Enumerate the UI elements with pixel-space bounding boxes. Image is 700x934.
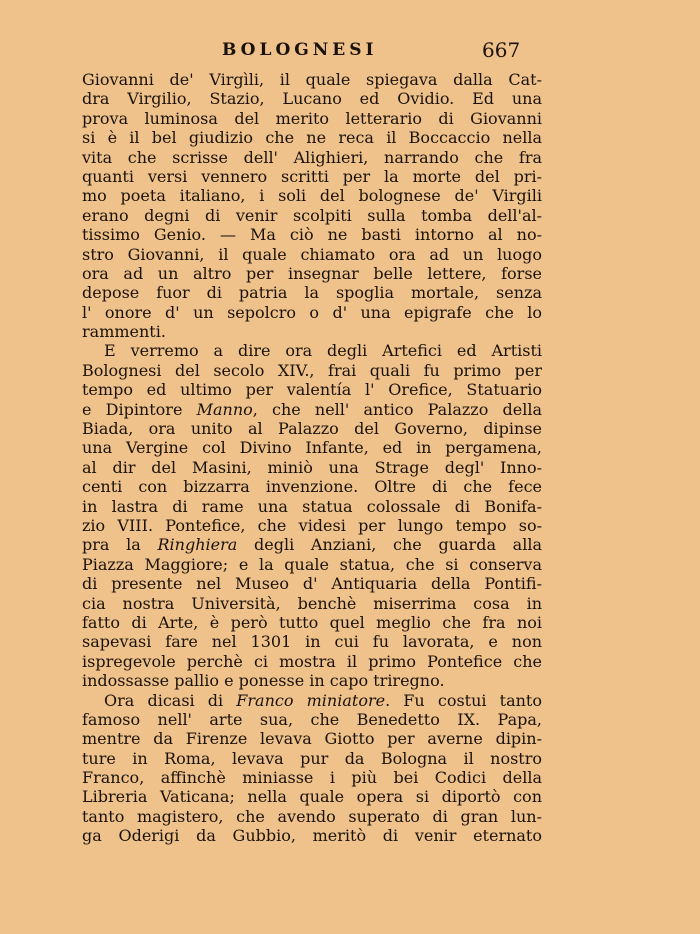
text-segment: di presente nel Museo d' Antiquaria della Pontifi- [82,574,542,594]
text-segment: tempo ed ultimo per valentía l' Orefice, Statuario [82,380,542,400]
page-number: 667 [482,38,521,62]
text-segment: Bolognesi del secolo XIV., frai quali fu primo per [82,360,542,380]
text-line [82,807,542,826]
text-line [82,341,542,360]
text-line [82,632,542,651]
text-segment: zio VIII. Pontefice, che videsi per lungo tempo so- [82,515,542,535]
text-segment: ora ad un altro per insegnar belle lettere, forse [82,263,542,283]
text-segment: Giovanni de' Virgìli, il quale spiegava dalla Cat- [82,70,542,89]
text-segment: e Dipintore [82,399,197,419]
text-line [82,438,542,457]
text-line [82,380,542,399]
text-segment: ispregevole perchè ci mostra il primo Pontefice che [82,651,542,671]
text-line [82,89,542,108]
text-segment: stro Giovanni, il quale chiamato ora ad un luogo [82,244,542,264]
text-line [82,826,542,845]
text-line [82,729,542,748]
text-segment: Franco, affinchè miniasse i più bei Codici della [82,768,542,788]
text-segment: quanti versi vennero scritti per la morte del pri- [82,166,542,186]
text-line [82,128,542,147]
text-line [82,148,542,167]
text-segment: Ora dicasi di [104,690,237,710]
text-line [82,768,542,787]
italic-name: Ringhiera [157,535,238,555]
text-segment: Libreria Vaticana; nella quale opera si diportò con [82,787,542,807]
text-segment: E verremo a dire ora degli Artefici ed Artisti [104,341,542,361]
text-line [82,652,542,671]
text-segment: pra la [82,535,158,555]
text-segment: rammenti. [82,322,166,342]
text-segment: degli Anziani, che guarda alla [237,535,542,555]
text-segment: dra Virgilio, Stazio, Lucano ed Ovidio. Ed una [82,89,542,109]
text-segment: ture in Roma, levava pur da Bologna il nostro [82,748,542,768]
text-line [82,516,542,535]
text-line [82,167,542,186]
text-segment: mo poeta italiano, i soli del bolognese de' Virgili [82,186,542,206]
text-segment: una Vergine col Divino Infante, ed in pergamena, [82,438,542,458]
text-segment: fatto di Arte, è però tutto quel meglio che fra noi [82,612,542,632]
text-segment: al dir del Masini, miniò una Strage degl' Inno- [82,457,542,477]
text-line [82,458,542,477]
text-line [82,574,542,593]
text-segment: . Fu costui tanto [385,690,542,710]
text-line [82,613,542,632]
text-segment: , che nell' antico Palazzo della [252,399,543,419]
running-title: BOLOGNESI [222,40,378,60]
text-line [82,70,542,89]
text-line [82,225,542,244]
text-line [82,691,542,710]
page-header [82,40,542,66]
text-line [82,671,542,690]
body-text [82,70,542,846]
text-line [82,400,542,419]
text-line [82,535,542,554]
text-segment: depose fuor di patria la spoglia mortale, senza [82,283,542,303]
text-segment: in lastra di rame una statua colossale di Bonifa- [82,496,542,516]
text-segment: sapevasi fare nel 1301 in cui fu lavorata, e non [82,632,542,652]
italic-name: Franco miniatore [236,690,386,710]
text-segment: prova luminosa del merito letterario di Giovanni [82,108,542,128]
text-line [82,322,542,341]
text-segment: famoso nell' arte sua, che Benedetto IX. Papa, [82,709,542,729]
text-segment: ga Oderigi da Gubbio, meritò di venir eternato [82,826,542,846]
text-segment: si è il bel giudizio che ne reca il Boccaccio nella [82,128,542,148]
text-line [82,749,542,768]
text-line [82,245,542,264]
text-segment: indossasse pallio e ponesse in capo triregno. [82,671,445,691]
text-line [82,206,542,225]
text-segment: mentre da Firenze levava Giotto per averne dipin- [82,729,542,749]
text-line [82,303,542,322]
text-segment: l' onore d' un sepolcro o d' una epigrafe che lo [82,302,542,322]
text-segment: centi con bizzarra invenzione. Oltre di che fece [82,477,542,497]
text-line [82,787,542,806]
text-line [82,109,542,128]
italic-name: Manno [196,399,253,419]
text-line [82,419,542,438]
text-segment: Piazza Maggiore; e la quale statua, che si conserva [82,554,542,574]
text-segment: vita che scrisse dell' Alighieri, narrando che fra [82,147,542,167]
text-line [82,710,542,729]
text-segment: cia nostra Università, benchè miserrima cosa in [82,593,542,613]
text-segment: tanto magistero, che avendo superato di gran lun- [82,806,542,826]
text-line [82,264,542,283]
text-segment: Biada, ora unito al Palazzo del Governo, dipinse [82,419,542,439]
text-line [82,283,542,302]
text-line [82,594,542,613]
text-line [82,361,542,380]
text-segment: tissimo Genio. — Ma ciò ne basti intorno al no- [82,225,542,245]
text-line [82,186,542,205]
text-line [82,497,542,516]
text-line [82,555,542,574]
text-line [82,477,542,496]
text-segment: erano degni di venir scolpiti sulla tomba dell'al- [82,205,542,225]
